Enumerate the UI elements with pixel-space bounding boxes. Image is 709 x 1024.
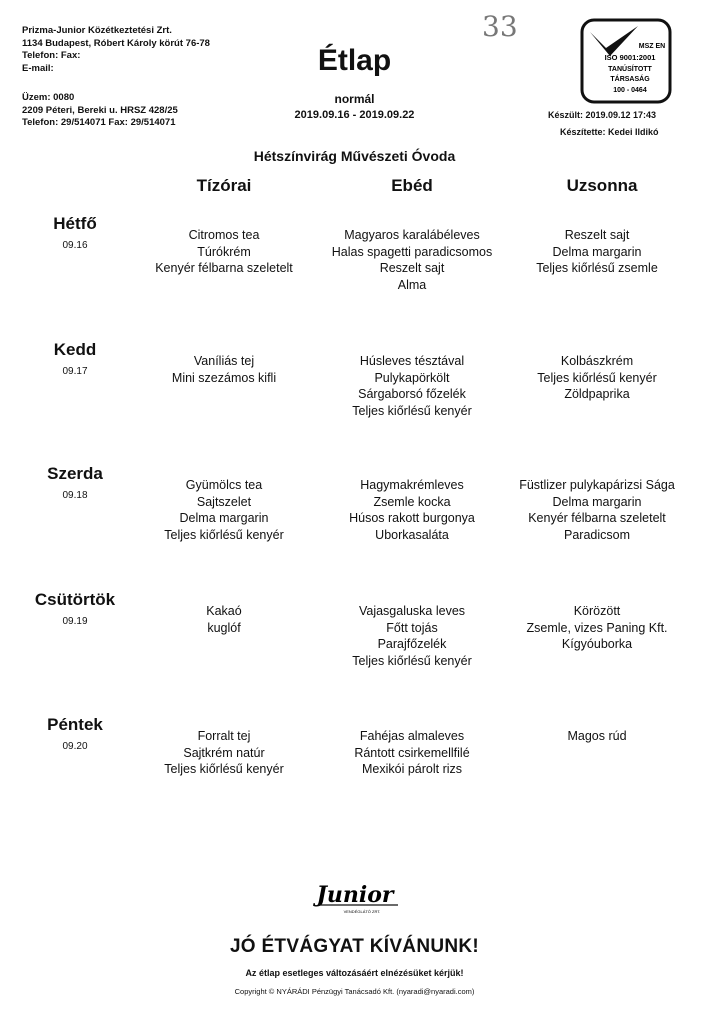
menu-item: Parajfőzelék bbox=[377, 637, 447, 651]
column-header-ebed: Ebéd bbox=[391, 176, 433, 195]
school-name: Hétszínvirág Művészeti Óvoda bbox=[253, 148, 456, 164]
created-timestamp: Készült: 2019.09.12 17:43 bbox=[548, 110, 657, 120]
slogan: JÓ ÉTVÁGYAT KÍVÁNUNK! bbox=[229, 936, 480, 957]
menu-item: Reszelt sajt bbox=[379, 261, 445, 275]
menu-item: Gyümölcs tea bbox=[185, 478, 263, 492]
menu-item: Hagymakrémleves bbox=[360, 478, 464, 492]
seal-line1: MSZ EN bbox=[638, 43, 666, 50]
menu-item: Teljes kiőrlésű kenyér bbox=[537, 370, 657, 385]
seal-line4: TÁRSASÁG bbox=[610, 76, 650, 83]
menu-item: Sajtszelet bbox=[196, 494, 252, 509]
menu-cell-uzsonna bbox=[482, 603, 709, 653]
day-label bbox=[30, 590, 120, 627]
menu-item: Sajtkrém natúr bbox=[183, 745, 265, 760]
menu-item: Zöldpaprika bbox=[564, 387, 630, 401]
menu-item: Citromos tea bbox=[188, 228, 260, 242]
menu-item: Delma margarin bbox=[552, 244, 642, 259]
menu-item: Kolbászkrém bbox=[560, 354, 634, 368]
day-name: Kedd bbox=[53, 340, 97, 359]
menu-item: Húsos rakott burgonya bbox=[349, 511, 475, 525]
menu-item: Halas spagetti paradicsomos bbox=[331, 244, 493, 259]
plant-address: 2209 Péteri, Bereki u. HRSZ 428/25 bbox=[22, 104, 178, 116]
menu-item: Teljes kiőrlésű kenyér bbox=[164, 762, 284, 776]
created-by: Készítette: Kedei Ildikó bbox=[560, 127, 659, 137]
day-label bbox=[30, 340, 120, 377]
menu-item: Sárgaborsó főzelék bbox=[358, 387, 466, 401]
menu-item: Húsleves tésztával bbox=[359, 354, 465, 368]
menu-item: Rántott csirkemellfilé bbox=[354, 745, 470, 760]
menu-item: Kígyóuborka bbox=[561, 637, 633, 651]
column-header-tizorai: Tízórai bbox=[196, 176, 252, 195]
change-note: Az étlap esetleges változásáért elnézésüket kérjük! bbox=[245, 968, 464, 978]
seal-line5: 100 - 0464 bbox=[613, 87, 647, 94]
menu-item: Pulykapörkölt bbox=[374, 370, 450, 385]
day-name: Csütörtök bbox=[34, 590, 116, 609]
day-date: 09.19 bbox=[62, 616, 88, 627]
menu-item: Delma margarin bbox=[552, 494, 642, 509]
menu-item: Kenyér félbarna szeletelt bbox=[155, 261, 293, 275]
day-label bbox=[30, 214, 120, 251]
plant-phone: Telefon: 29/514071 Fax: 29/514071 bbox=[22, 117, 176, 128]
menu-item: Főtt tojás bbox=[386, 620, 438, 635]
menu-item: Teljes kiőrlésű kenyér bbox=[164, 527, 284, 542]
seal-line3: TANÚSÍTOTT bbox=[608, 66, 652, 73]
menu-item: Magyaros karalábéleves bbox=[344, 228, 480, 242]
column-header-uzsonna: Uzsonna bbox=[566, 176, 638, 195]
menu-cell-uzsonna bbox=[482, 728, 709, 745]
menu-item: Kakaó bbox=[206, 604, 242, 618]
iso-certificate-seal bbox=[580, 18, 672, 104]
menu-item: Zsemle kocka bbox=[373, 494, 451, 509]
menu-cell-uzsonna bbox=[482, 227, 709, 277]
company-name: Prizma-Junior Közétkeztetési Zrt. bbox=[22, 25, 172, 36]
menu-item: Magos rúd bbox=[567, 729, 627, 743]
copyright: Copyright © NYÁRÁDI Pénzügyi Tanácsadó Kft. (nyaradi@nyaradi.com) bbox=[234, 987, 475, 996]
menu-item: Uborkasaláta bbox=[375, 527, 449, 542]
logo-subtext: VENDÉGLÁTÓ ZRT. bbox=[343, 909, 381, 914]
menu-item: Zsemle, vizes Paning Kft. bbox=[526, 620, 668, 635]
menu-item: Reszelt sajt bbox=[564, 228, 630, 242]
day-date: 09.20 bbox=[62, 741, 88, 752]
menu-item: Paradicsom bbox=[564, 527, 630, 542]
menu-item: Kenyér félbarna szeletelt bbox=[528, 511, 666, 525]
menu-item: Forralt tej bbox=[197, 729, 251, 743]
menu-item: Teljes kiőrlésű kenyér bbox=[352, 653, 472, 668]
day-label bbox=[30, 715, 120, 752]
menu-item: Túrókrém bbox=[197, 244, 251, 259]
day-name: Szerda bbox=[47, 464, 103, 483]
day-date: 09.17 bbox=[62, 366, 88, 377]
menu-item: kuglóf bbox=[207, 620, 241, 635]
menu-item: Teljes kiőrlésű kenyér bbox=[352, 403, 472, 418]
menu-item: Füstlizer pulykapárizsi Sága bbox=[519, 478, 675, 492]
logo-text: Junior bbox=[316, 882, 394, 908]
page-title: Étlap bbox=[317, 44, 392, 77]
day-name: Hétfő bbox=[53, 214, 97, 233]
day-date: 09.16 bbox=[62, 240, 88, 251]
menu-item: Körözött bbox=[573, 604, 621, 618]
day-name: Péntek bbox=[47, 715, 103, 734]
menu-item: Vajasgaluska leves bbox=[358, 604, 466, 618]
menu-item: Mexikói párolt rizs bbox=[361, 762, 463, 776]
menu-item: Vaníliás tej bbox=[193, 354, 255, 368]
company-address: 1134 Budapest, Róbert Károly körút 76-78 bbox=[22, 37, 210, 49]
date-range: 2019.09.16 - 2019.09.22 bbox=[294, 109, 415, 121]
menu-cell-uzsonna bbox=[482, 353, 709, 403]
menu-item: Fahéjas almaleves bbox=[359, 729, 465, 743]
menu-item: Delma margarin bbox=[179, 511, 269, 525]
company-email: E-mail: bbox=[22, 62, 54, 74]
day-label bbox=[30, 464, 120, 501]
seal-line2: ISO 9001:2001 bbox=[604, 53, 656, 62]
menu-cell-uzsonna bbox=[482, 477, 709, 543]
junior-logo bbox=[300, 878, 410, 918]
company-phone: Telefon: Fax: bbox=[22, 50, 81, 61]
menu-item: Alma bbox=[397, 277, 427, 292]
menu-type: normál bbox=[334, 92, 375, 106]
menu-item: Teljes kiőrlésű zsemle bbox=[536, 261, 658, 275]
plant-id: Üzem: 0080 bbox=[22, 92, 75, 103]
menu-item: Mini szezámos kifli bbox=[171, 370, 277, 385]
handwritten-number: 33 bbox=[482, 10, 518, 43]
day-date: 09.18 bbox=[62, 490, 88, 501]
